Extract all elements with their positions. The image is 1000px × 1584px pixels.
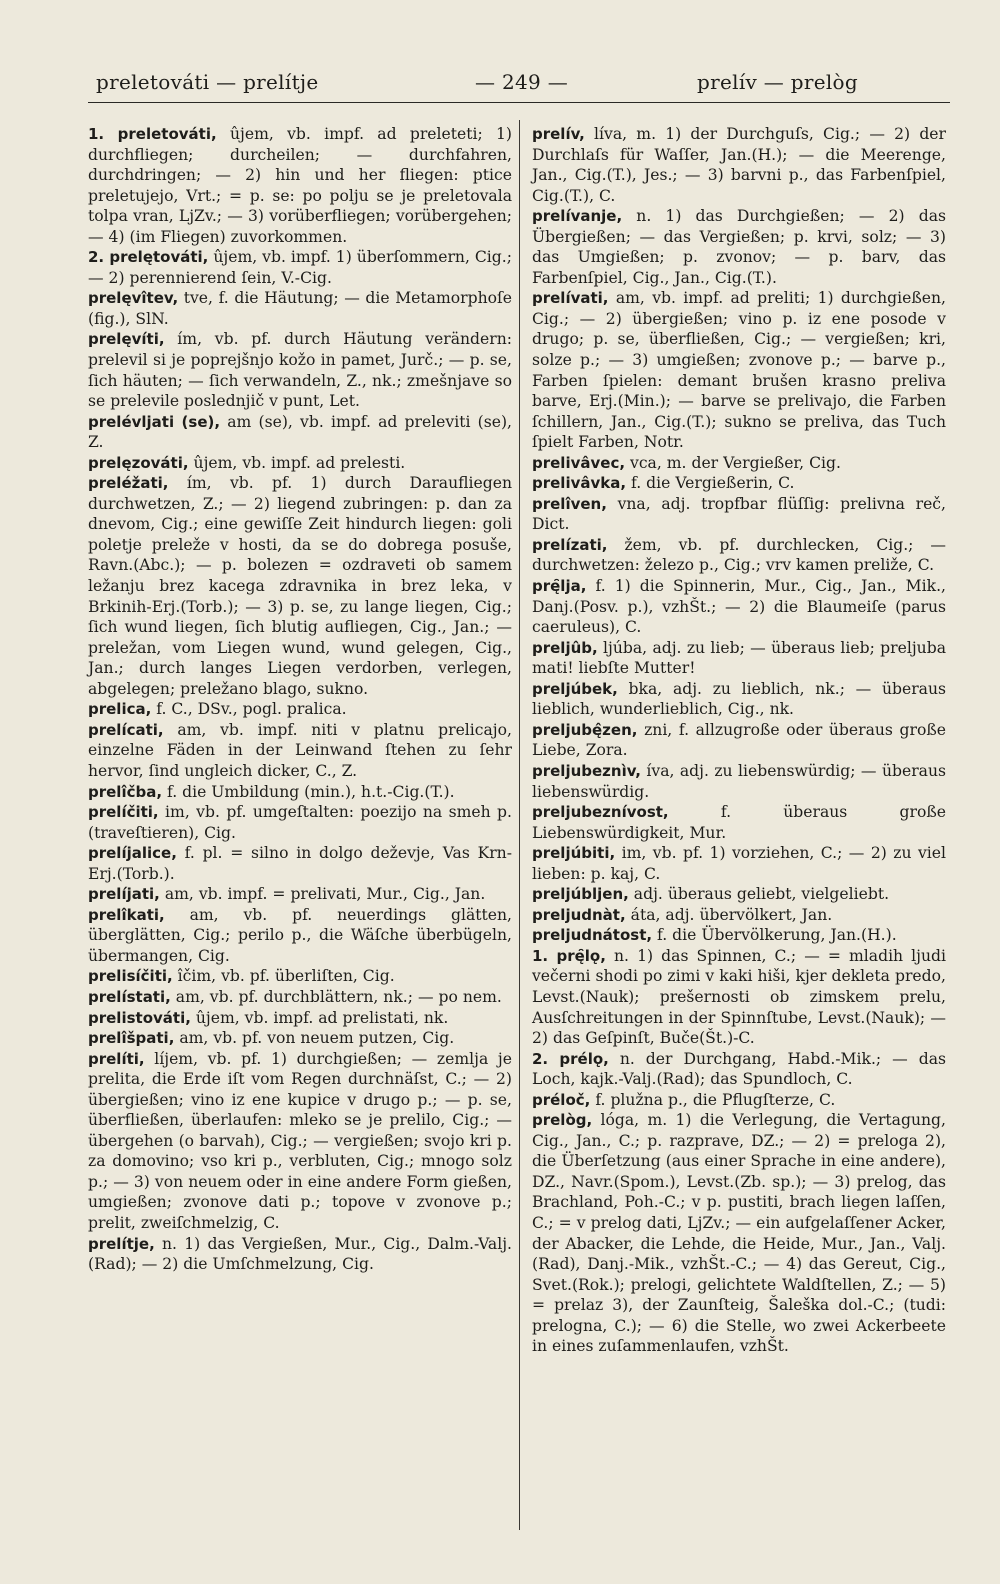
entry-headword: prelévljati (se), bbox=[88, 412, 221, 431]
entry-definition: am, vb. pf. neuerdings glätten, überglätten, Cig.; perilo p., die Wäſche überbügeln, übermangen, Cig. bbox=[88, 905, 512, 965]
entry-headword: prelisíčiti, bbox=[88, 967, 173, 986]
page-number: — 249 — bbox=[475, 70, 569, 94]
entry-definition: f. die Umbildung (min.), h.t.-Cig.(T.). bbox=[162, 782, 455, 801]
entry-headword: prelivâvka, bbox=[532, 474, 627, 493]
entry-definition: im, vb. pf. umgeſtalten: poezijo na smeh p. (traveſtieren), Cig. bbox=[88, 803, 512, 842]
entry-headword: prelica, bbox=[88, 700, 152, 719]
entry-headword: preljubę̂zen, bbox=[532, 720, 638, 739]
entry-headword: prelîšpati, bbox=[88, 1029, 175, 1048]
entry-definition: am, vb. impf. niti v platnu prelicajo, einzelne Fäden in der Leinwand ſtehen zu ſehr hervor, ſind ungleich dicker, C., Z. bbox=[88, 720, 512, 780]
dictionary-entry bbox=[88, 905, 512, 967]
dictionary-entry bbox=[532, 638, 946, 679]
entry-definition: am (se), vb. impf. ad preleviti (se), Z. bbox=[88, 412, 512, 452]
entry-headword: prelívati, bbox=[532, 289, 609, 308]
dictionary-entry bbox=[88, 802, 512, 843]
entry-headword: 2. prelętováti, bbox=[88, 248, 209, 267]
dictionary-entry bbox=[532, 288, 946, 452]
entry-headword: prelítje, bbox=[88, 1234, 155, 1253]
entry-headword: preljudnàt, bbox=[532, 905, 626, 924]
entry-headword: prelistováti, bbox=[88, 1008, 191, 1027]
entry-headword: prelîven, bbox=[532, 494, 607, 513]
entry-definition: am, vb. impf. = prelivati, Mur., Cig., Jan. bbox=[159, 885, 486, 904]
dictionary-entry bbox=[88, 987, 512, 1008]
entry-headword: prelív, bbox=[532, 125, 585, 143]
entry-definition: tve, f. die Häutung; — die Metamorphoſe (fig.), SlN. bbox=[88, 289, 512, 328]
entry-headword: preljubeznívost, bbox=[532, 803, 669, 822]
entry-headword: prelívanje, bbox=[532, 207, 623, 226]
entry-definition: líva, m. 1) der Durchguſs, Cig.; — 2) der Durchlaſs für Waſſer, Jan.(H.); — die Meerenge, Jan., Cig.(T.), Jes.; — 3) barvni p., das Farbenſpiel, Cig.(T.), C. bbox=[532, 125, 946, 205]
dictionary-entry bbox=[532, 535, 946, 576]
dictionary-entry bbox=[88, 412, 512, 453]
dictionary-entry bbox=[532, 925, 946, 946]
entry-definition: ím, vb. pf. 1) durch Daraufliegen durchwetzen, Z.; — 2) liegend zubringen: p. dan za dnevom, Cig.; eine gewiſſe Zeit hindurch liegen: goli poletje preleže v hosti, da se do dobrega posuše, Ravn.(Abc.); — p. bolezen = ozdraveti ob samem ležanju brez kacega zdravnika in brez leka, v Brkinih-Erj.(Torb.); — 3) p. se, zu lange liegen, Cig.; ſich wund liegen, ſich blutig aufliegen, Cig., Jan.; — preležan, vom Liegen wund, wund gelegen, Cig., Jan.; durch langes Liegen verdorben, verlegen, abgelegen; preležano blago, sukno. bbox=[88, 474, 512, 698]
dictionary-entry bbox=[532, 576, 946, 638]
dictionary-entry bbox=[88, 453, 512, 474]
page-header bbox=[96, 64, 948, 100]
entry-headword: prelîkati, bbox=[88, 905, 165, 924]
entry-headword: preljúbljen, bbox=[532, 885, 629, 904]
dictionary-entry bbox=[88, 782, 512, 803]
entry-definition: lóga, m. 1) die Verlegung, die Vertagung, Cig., Jan., C.; p. razprave, DZ.; — 2) = preloga 2), die Überſetzung (aus einer Sprache in eine andere), DZ., Navr.(Spom.), Levst.(Zb. sp.); — 3) prelog, das Brachland, Poh.-C.; v p. pustiti, brach liegen laſſen, C.; = v prelog dati, LjZv.; — ein aufgelaſſener Acker, der Abacker, die Lehde, die Heide, Mur., Jan., Valj.(Rad), Danj.-Mik., vzhŠt.-C.; — 4) das Gereut, Cig., Svet.(Rok.); prelogi, gelichtete Waldſtellen, Z.; — 5) = prelaz 3), der Zaunſteig, Šaleška dol.-C.; (tudi: prelogna, C.); — 6) die Stelle, wo zwei Ackerbeete in eines zuſammenlaufen, vzhŠt. bbox=[532, 1111, 946, 1356]
entry-definition: f. pl. = silno in dolgo deževje, Vas Krn-Erj.(Torb.). bbox=[88, 844, 512, 883]
dictionary-entry bbox=[88, 843, 512, 884]
entry-definition: am, vb. pf. von neuem putzen, Cig. bbox=[174, 1029, 455, 1048]
entry-definition: n. 1) das Vergießen, Mur., Cig., Dalm.-Valj.(Rad); — 2) die Umſchmelzung, Cig. bbox=[88, 1234, 512, 1274]
entry-headword: 1. prę̑lǫ, bbox=[532, 946, 606, 965]
dictionary-entry bbox=[88, 966, 512, 987]
dictionary-entry bbox=[532, 802, 946, 843]
dictionary-entry bbox=[532, 884, 946, 905]
entry-headword: prelivâvec, bbox=[532, 453, 626, 472]
dictionary-entry bbox=[532, 1049, 946, 1090]
entry-definition: ljúba, adj. zu lieb; — überaus lieb; preljuba mati! liebſte Mutter! bbox=[532, 638, 946, 678]
dictionary-entry bbox=[88, 288, 512, 329]
entry-headword: prę̑lja, bbox=[532, 577, 587, 596]
entry-headword: preljudnátost, bbox=[532, 926, 653, 945]
entry-definition: ûjem, vb. impf. 1) überſommern, Cig.; — 2) perennierend ſein, V.-Cig. bbox=[88, 248, 512, 287]
entry-headword: 1. preletováti, bbox=[88, 125, 217, 143]
dictionary-entry bbox=[532, 1110, 946, 1357]
entry-definition: bka, adj. zu lieblich, nk.; — überaus lieblich, wunderlieblich, Cig., nk. bbox=[532, 679, 946, 719]
entry-headword: prelíjalice, bbox=[88, 844, 177, 863]
dictionary-entry bbox=[532, 206, 946, 288]
entry-definition: ím, vb. pf. durch Häutung verändern: prelevil si je poprejšnjo kožo in pamet, Jurč.; — p. se, ſich häuten; — ſich verwandeln, Z., nk.; zmešnjave so se prelevile poslednjič v punt, Let. bbox=[88, 330, 512, 411]
header-rule bbox=[88, 102, 950, 103]
column-divider bbox=[519, 120, 520, 1530]
dictionary-entry bbox=[88, 720, 512, 782]
entry-headword: prelòg, bbox=[532, 1111, 593, 1130]
entry-definition: ûjem, vb. impf. ad prelesti. bbox=[188, 453, 406, 472]
dictionary-entry bbox=[88, 1008, 512, 1029]
dictionary-entry bbox=[532, 679, 946, 720]
entry-headword: prelíjati, bbox=[88, 885, 160, 904]
entry-headword: prelícati, bbox=[88, 720, 164, 739]
entry-headword: prelízati, bbox=[532, 535, 608, 554]
entry-headword: prelíčiti, bbox=[88, 803, 159, 822]
dictionary-entry bbox=[88, 1049, 512, 1234]
entry-headword: prelęzováti, bbox=[88, 453, 189, 472]
dictionary-entry bbox=[532, 761, 946, 802]
dictionary-entry bbox=[88, 473, 512, 699]
entry-definition: žem, vb. pf. durchlecken, Cig.; — durchwetzen: železo p., Cig.; vrv kamen preliže, C. bbox=[532, 535, 946, 575]
entry-definition: am, vb. impf. ad preliti; 1) durchgießen, Cig.; — 2) übergießen; vino p. iz ene posode v drugo; p. se, überfließen, Cig.; — vergießen; kri, solze p.; — 3) umgießen; zvonove p.; — barve p., Farben ſpielen: demant brušen krasno preliva barve, Erj.(Min.); — barve se prelivajo, die Farben ſchillern, Jan., Cig.(T.); sukno se preliva, das Tuch ſpielt Farben, Notr. bbox=[532, 289, 946, 452]
entry-definition: f. überaus große Liebenswürdigkeit, Mur. bbox=[532, 803, 946, 842]
dictionary-entry bbox=[88, 1028, 512, 1049]
entry-definition: f. die Vergießerin, C. bbox=[626, 474, 795, 493]
entry-headword: prelíti, bbox=[88, 1049, 145, 1068]
entry-definition: n. 1) das Spinnen, C.; — = mladih ljudi večerni shodi po zimi v kaki hiši, kjer dekleta predo, Levst.(Nauk); prešernosti ob zimskem prelu, Ausſchreitungen in der Spinnſtube, Levst.(Nauk); — 2) das Geſpinſt, Buče(Št.)-C. bbox=[532, 946, 947, 1048]
left-column bbox=[88, 124, 512, 1275]
entry-headword: préloč, bbox=[532, 1090, 591, 1109]
entry-definition: ûjem, vb. impf. ad preleteti; 1) durchfliegen; durcheilen; — durchfahren, durchdringen; — 2) hin und her fliegen: ptice preletujejo, Vrt.; = p. se: po polju se je preletovala tolpa vran, LjZv.; — 3) vorüberfliegen; vorübergehen; — 4) (im Fliegen) zuvorkommen. bbox=[88, 125, 512, 246]
entry-definition: n. 1) das Durchgießen; — 2) das Übergießen; — das Vergießen; p. krvi, solz; — 3) das Umgießen; p. zvonov; — p. barv, das Farbenſpiel, Cig., Jan., Cig.(T.). bbox=[532, 207, 946, 287]
entry-definition: áta, adj. übervölkert, Jan. bbox=[625, 905, 833, 924]
dictionary-entry bbox=[88, 329, 512, 411]
header-left-guide-words: preletováti — prelítje bbox=[96, 70, 319, 94]
entry-definition: ûjem, vb. impf. ad prelistati, nk. bbox=[190, 1008, 449, 1027]
header-right-guide-words: prelív — prelòg bbox=[697, 70, 858, 94]
dictionary-entry bbox=[88, 247, 512, 288]
dictionary-entry bbox=[88, 699, 512, 720]
entry-headword: preljúbiti, bbox=[532, 844, 616, 863]
dictionary-entry bbox=[88, 1234, 512, 1275]
dictionary-entry bbox=[532, 1090, 946, 1111]
entry-definition: f. C., DSv., pogl. pralica. bbox=[151, 700, 347, 719]
entry-definition: vna, adj. tropfbar flüſſig: prelivna reč, Dict. bbox=[532, 494, 946, 534]
dictionary-entry bbox=[532, 453, 946, 474]
entry-definition: vca, m. der Vergießer, Cig. bbox=[625, 453, 841, 472]
entry-headword: preljûb, bbox=[532, 638, 598, 657]
dictionary-entry bbox=[532, 905, 946, 926]
dictionary-entry bbox=[532, 494, 946, 535]
dictionary-entry bbox=[532, 946, 946, 1049]
right-column bbox=[532, 124, 946, 1357]
entry-definition: f. die Übervölkerung, Jan.(H.). bbox=[652, 926, 897, 945]
dictionary-entry bbox=[532, 843, 946, 884]
entry-definition: líjem, vb. pf. 1) durchgießen; — zemlja je prelita, die Erde iſt vom Regen durchnäſst, C.; — 2) übergießen; vino iz ene kupice v drugo p.; — p. se, überfließen, überlaufen: mleko se je prelilo, Cig.; — übergehen (o barvah), Cig.; — vergießen; svojo kri p. za domovino; vso kri p., verbluten, Cig.; mnogo solz p.; — 3) von neuem oder in eine andere Form gießen, umgießen; zvonove dati p.; topove v zvonove p.; prelit, zweiſchmelzig, C. bbox=[88, 1049, 512, 1232]
entry-definition: îčim, vb. pf. überliſten, Cig. bbox=[172, 967, 395, 986]
entry-headword: preljúbek, bbox=[532, 679, 618, 698]
entry-headword: preléžati, bbox=[88, 474, 169, 493]
entry-headword: prelîčba, bbox=[88, 782, 163, 801]
dictionary-entry bbox=[532, 473, 946, 494]
entry-definition: adj. überaus geliebt, vielgeliebt. bbox=[628, 885, 890, 904]
entry-headword: prelęvíti, bbox=[88, 330, 165, 349]
entry-definition: íva, adj. zu liebenswürdig; — überaus liebenswürdig. bbox=[532, 761, 946, 801]
dictionary-entry bbox=[532, 124, 946, 206]
entry-definition: am, vb. pf. durchblättern, nk.; — po nem. bbox=[170, 987, 502, 1006]
entry-headword: 2. prélǫ, bbox=[532, 1049, 609, 1068]
entry-headword: preljubeznìv, bbox=[532, 761, 641, 780]
dictionary-entry bbox=[88, 884, 512, 905]
entry-headword: prelęvîtev, bbox=[88, 289, 179, 308]
dictionary-entry bbox=[88, 124, 512, 247]
entry-headword: prelístati, bbox=[88, 987, 171, 1006]
entry-definition: im, vb. pf. 1) vorziehen, C.; — 2) zu viel lieben: p. kaj, C. bbox=[532, 844, 946, 883]
entry-definition: zni, f. allzugroße oder überaus große Liebe, Zora. bbox=[532, 720, 946, 760]
entry-definition: f. plužna p., die Pflugſterze, C. bbox=[590, 1090, 836, 1109]
entry-definition: f. 1) die Spinnerin, Mur., Cig., Jan., Mik., Danj.(Posv. p.), vzhŠt.; — 2) die Blaumeiſe (parus caeruleus), C. bbox=[532, 577, 946, 637]
dictionary-entry bbox=[532, 720, 946, 761]
entry-definition: n. der Durchgang, Habd.-Mik.; — das Loch, kajk.-Valj.(Rad); das Spundloch, C. bbox=[532, 1049, 946, 1089]
